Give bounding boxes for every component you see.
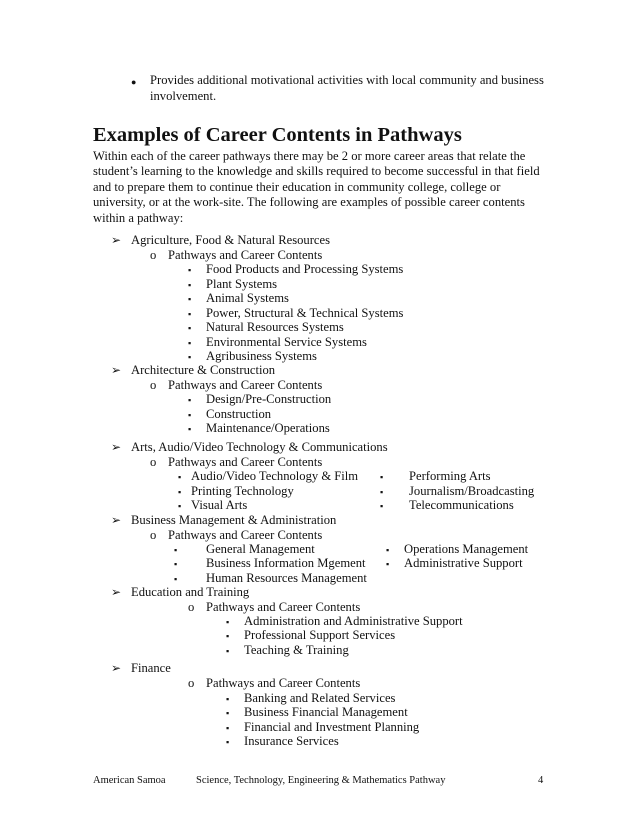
square-bullet-icon: ▪ — [226, 737, 230, 747]
square-bullet-icon: ▪ — [226, 631, 230, 641]
career-item: Journalism/Broadcasting — [409, 484, 535, 498]
square-bullet-icon: ▪ — [188, 265, 192, 275]
circle-bullet-icon: o — [150, 248, 157, 262]
career-item: Operations Management — [404, 542, 529, 556]
arrow-bullet-icon: ➢ — [111, 585, 122, 599]
square-bullet-icon: ▪ — [188, 323, 192, 333]
square-bullet-icon: ▪ — [188, 424, 192, 434]
square-bullet-icon: ▪ — [178, 501, 182, 511]
arrow-bullet-icon: ➢ — [111, 661, 122, 675]
intro-line: student’s learning to the knowledge and skills required to become successful in that field — [93, 164, 540, 179]
arrow-bullet-icon: ➢ — [111, 440, 122, 454]
square-bullet-icon: ▪ — [226, 694, 230, 704]
circle-bullet-icon: o — [188, 600, 195, 614]
intro-line: university, or at the work-site. The following are examples of possible career contents — [93, 195, 525, 210]
career-item: Plant Systems — [206, 277, 278, 291]
career-item: Banking and Related Services — [244, 691, 396, 705]
circle-bullet-icon: o — [188, 676, 195, 690]
career-item: Natural Resources Systems — [206, 320, 344, 334]
career-item: Performing Arts — [409, 469, 491, 483]
pathway-title: Agriculture, Food & Natural Resources — [131, 233, 331, 247]
square-bullet-icon: ▪ — [226, 723, 230, 733]
pathway-title: Business Management & Administration — [131, 513, 337, 527]
pathway-sub-label: Pathways and Career Contents — [168, 378, 323, 392]
career-item: Business Financial Management — [244, 705, 408, 719]
square-bullet-icon: ▪ — [178, 472, 182, 482]
intro-line: Within each of the career pathways there may be 2 or more career areas that relate the — [93, 149, 526, 163]
square-bullet-icon: ▪ — [226, 617, 230, 627]
section-heading: Examples of Career Contents in Pathways — [93, 124, 462, 146]
square-bullet-icon: ▪ — [174, 545, 178, 555]
career-item: Audio/Video Technology & Film — [191, 469, 359, 483]
top-bullet-line-1: Provides additional motivational activities with local community and business — [150, 73, 544, 87]
square-bullet-icon: ▪ — [188, 352, 192, 362]
career-item: Financial and Investment Planning — [244, 720, 420, 734]
square-bullet-icon: ▪ — [188, 410, 192, 420]
career-item: Design/Pre-Construction — [206, 392, 332, 406]
square-bullet-icon: ▪ — [174, 574, 178, 584]
top-bullet-line-2: involvement. — [150, 89, 217, 103]
square-bullet-icon: ▪ — [380, 501, 384, 511]
square-bullet-icon: ▪ — [188, 294, 192, 304]
career-item: Construction — [206, 407, 272, 421]
intro-line: within a pathway: — [93, 210, 184, 225]
career-item: Human Resources Management — [206, 571, 367, 585]
square-bullet-icon: ▪ — [226, 646, 230, 656]
career-item: Agribusiness Systems — [206, 349, 317, 363]
career-item: Printing Technology — [191, 484, 294, 498]
square-bullet-icon: ▪ — [188, 395, 192, 405]
square-bullet-icon: ▪ — [380, 472, 384, 482]
career-item: Administrative Support — [404, 556, 523, 570]
bullet-dot-icon: ● — [131, 77, 137, 87]
square-bullet-icon: ▪ — [386, 545, 390, 555]
career-item: Visual Arts — [191, 498, 248, 512]
intro-paragraph — [93, 149, 553, 226]
career-item: Business Information Mgement — [206, 556, 366, 570]
square-bullet-icon: ▪ — [188, 280, 192, 290]
career-item: Teaching & Training — [244, 643, 349, 657]
square-bullet-icon: ▪ — [174, 559, 178, 569]
career-item: Maintenance/Operations — [206, 421, 330, 435]
pathway-sub-label: Pathways and Career Contents — [168, 528, 323, 542]
intro-line: and to prepare them to continue their education in community college, college or — [93, 179, 501, 194]
career-item: General Management — [206, 542, 315, 556]
career-item: Animal Systems — [206, 291, 289, 305]
pathway-sub-label: Pathways and Career Contents — [168, 248, 323, 262]
pathway-sub-label: Pathways and Career Contents — [168, 455, 323, 469]
pathway-title: Arts, Audio/Video Technology & Communications — [131, 440, 388, 454]
pathway-sub-label: Pathways and Career Contents — [206, 676, 361, 690]
circle-bullet-icon: o — [150, 378, 157, 392]
arrow-bullet-icon: ➢ — [111, 513, 122, 527]
square-bullet-icon: ▪ — [178, 487, 182, 497]
circle-bullet-icon: o — [150, 455, 157, 469]
footer-left: American Samoa — [93, 775, 166, 786]
career-item: Telecommunications — [409, 498, 514, 512]
arrow-bullet-icon: ➢ — [111, 233, 122, 247]
footer-center: Science, Technology, Engineering & Mathematics Pathway — [196, 775, 446, 786]
square-bullet-icon: ▪ — [188, 309, 192, 319]
pathway-title: Architecture & Construction — [131, 363, 276, 377]
career-item: Food Products and Processing Systems — [206, 262, 404, 276]
square-bullet-icon: ▪ — [380, 487, 384, 497]
career-item: Administration and Administrative Support — [244, 614, 463, 628]
square-bullet-icon: ▪ — [226, 708, 230, 718]
arrow-bullet-icon: ➢ — [111, 363, 122, 377]
footer-page-number: 4 — [538, 775, 544, 786]
career-item: Power, Structural & Technical Systems — [206, 306, 404, 320]
career-item: Insurance Services — [244, 734, 339, 748]
square-bullet-icon: ▪ — [386, 559, 390, 569]
pathway-sub-label: Pathways and Career Contents — [206, 600, 361, 614]
career-item: Professional Support Services — [244, 628, 396, 642]
square-bullet-icon: ▪ — [188, 338, 192, 348]
pathway-title: Education and Training — [131, 585, 250, 599]
career-item: Environmental Service Systems — [206, 335, 367, 349]
pathway-title: Finance — [131, 661, 171, 675]
circle-bullet-icon: o — [150, 528, 157, 542]
